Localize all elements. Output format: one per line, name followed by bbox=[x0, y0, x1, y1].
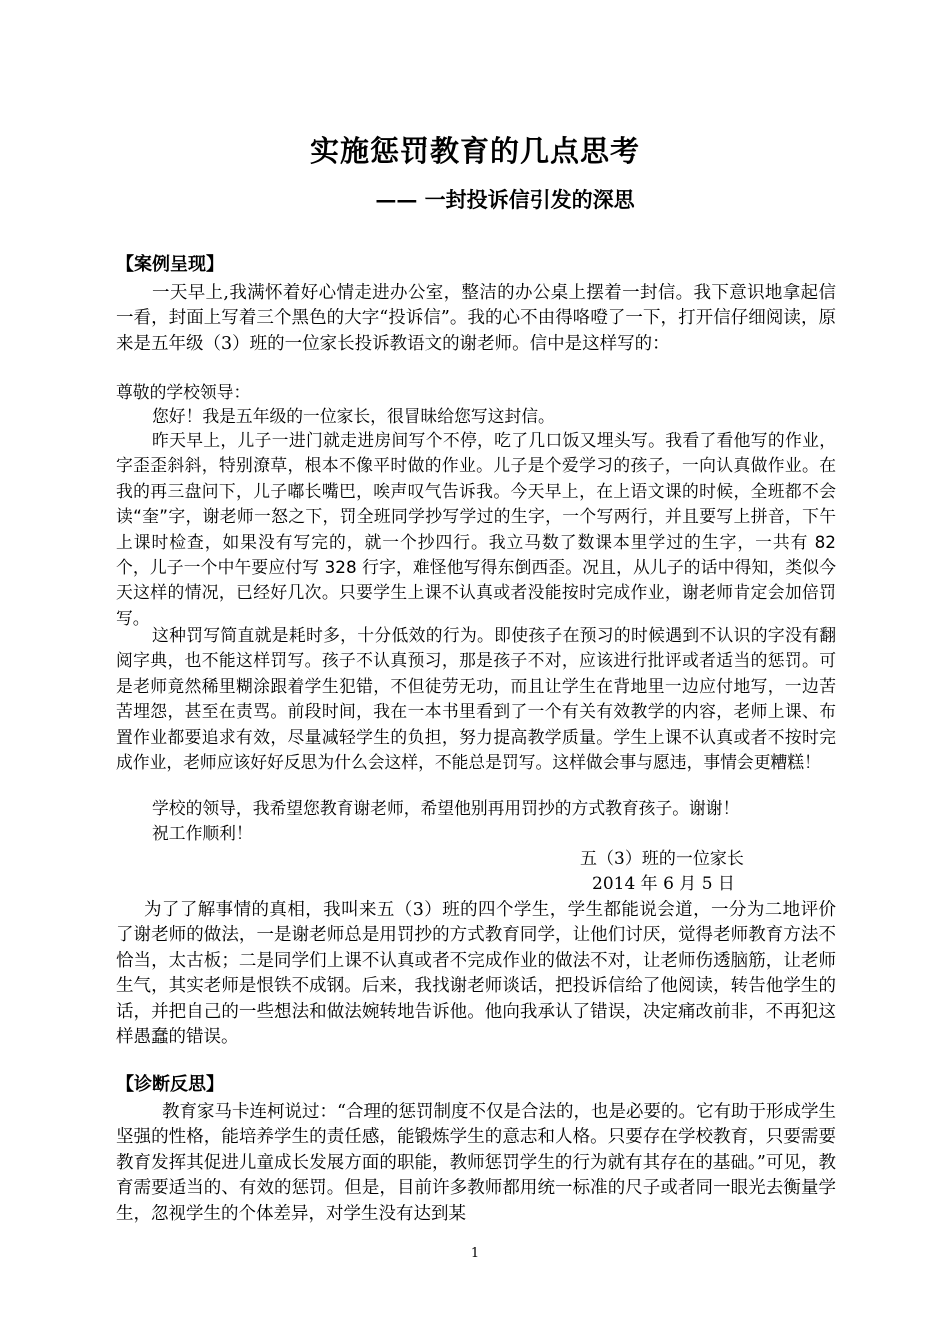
letter-signature: 五（3）班的一位家长 bbox=[580, 849, 744, 869]
letter-paragraph: 这种罚写简直就是耗时多，十分低效的行为。即使孩子在预习的时候遇到不认识的字没有翻阅字典，也不能这样罚写。孩子不认真预习，那是孩子不对，应该进行批评或者适当的惩罚。可是老师竟然稀里糊涂跟着学生犯错，不但徒劳无功，而且让学生在背地里一边应付地写，一边苦苦埋怨，甚至在责骂。前段时间，我在一本书里看到了一个有关有效教学的内容，老师上课、布置作业都要追求有效，尽量减轻学生的负担，努力提高教学质量。学生上课不认真或者不按时完成作业，老师应该好好反思为什么会这样，不能总是罚写。这样做会事与愿违，事情会更糟糕！ bbox=[116, 625, 836, 773]
letter-paragraph: 您好！我是五年级的一位家长，很冒昧给您写这封信。 bbox=[152, 406, 555, 426]
letter-paragraph: 昨天早上，儿子一进门就走进房间写个不停，吃了几口饭又埋头写。我看了看他写的作业，字歪歪斜斜，特别潦草，根本不像平时做的作业。儿子是个爱学习的孩子，一向认真做作业。在我的再三盘问下，儿子嘟长嘴巴，唉声叹气告诉我。今天早上，在上语文课的时候，全班都不会读“奎”字，谢老师一怒之下，罚全班同学抄写学过的生字，一个写两行，并且要写上拼音，下午上课时检查，如果没有写完的，就一个抄四行。我立马数了数课本里学过的生字，一共有 82 个，儿子一个中午要应付写 328 行字，难怪他写得东倒西歪。况且，从儿子的话中得知，类似今天这样的情况，已经好几次。只要学生上课不认真或者没能按时完成作业，谢老师肯定会加倍罚写。 bbox=[116, 430, 836, 628]
document-subtitle: —— 一封投诉信引发的深思 bbox=[375, 187, 635, 212]
followup-paragraph: 为了了解事情的真相，我叫来五（3）班的四个学生，学生都能说会道，一分为二地评价了谢老师的做法，一是谢老师总是用罚抄的方式教育同学，让他们讨厌，觉得老师教育方法不恰当，太古板；二是同学们上课不认真或者不完成作业的做法不对，让老师伤透脑筋，让老师生气，其实老师是恨铁不成钢。后来，我找谢老师谈话，把投诉信给了他阅读，转告他学生的话，并把自己的一些想法和做法婉转地告诉他。他向我承认了错误，决定痛改前非，不再犯这样愚蠢的错误。 bbox=[116, 900, 836, 1048]
section-heading-reflection: 【诊断反思】 bbox=[116, 1074, 224, 1095]
letter-closing: 祝工作顺利！ bbox=[152, 823, 253, 843]
letter-salutation: 尊敬的学校领导： bbox=[116, 382, 251, 402]
document-title: 实施惩罚教育的几点思考 bbox=[309, 134, 640, 168]
page-number: 1 bbox=[470, 1246, 480, 1261]
letter-date: 2014 年 6 月 5 日 bbox=[592, 874, 735, 894]
letter-paragraph: 学校的领导，我希望您教育谢老师，希望他别再用罚抄的方式教育孩子。谢谢！ bbox=[152, 798, 740, 818]
intro-paragraph: 一天早上,我满怀着好心情走进办公室，整洁的办公桌上摆着一封信。我下意识地拿起信一看，封面上写着三个黑色的大字“投诉信”。我的心不由得咯噔了一下，打开信仔细阅读，原来是五年级（3）班的一位家长投诉教语文的谢老师。信中是这样写的： bbox=[116, 283, 836, 354]
section-heading-case: 【案例呈现】 bbox=[116, 254, 224, 275]
reflection-paragraph: 教育家马卡连柯说过：“合理的惩罚制度不仅是合法的，也是必要的。它有助于形成学生坚强的性格，能培养学生的责任感，能锻炼学生的意志和人格。只要存在学校教育，只要需要教育发挥其促进儿童成长发展方面的职能，教师惩罚学生的行为就有其存在的基础。”可见，教育需要适当的、有效的惩罚。但是，目前许多教师都用统一标准的尺子或者同一眼光去衡量学生，忽视学生的个体差异，对学生没有达到某 bbox=[116, 1102, 836, 1224]
